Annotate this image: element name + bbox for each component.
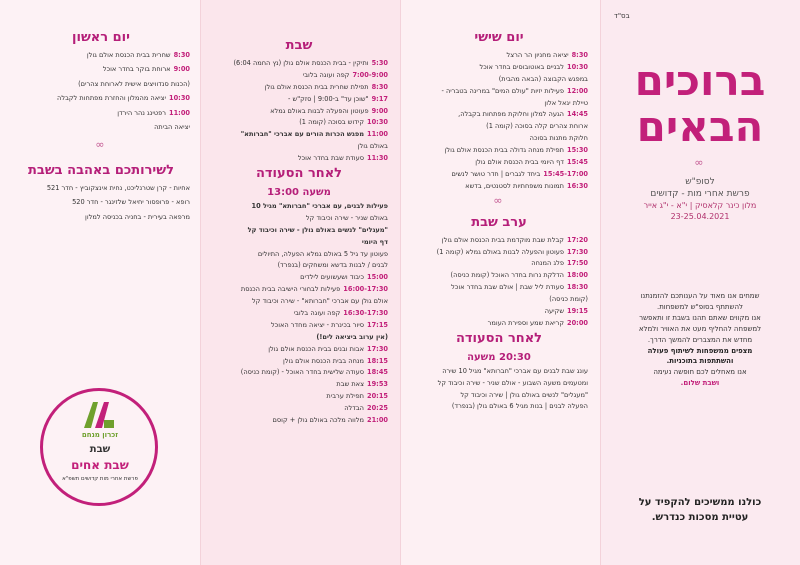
schedule-item (210, 345, 388, 355)
schedule-text: יציאה מהמלון והחזרת מפתחות לקבלה (57, 94, 166, 103)
schedule-item (12, 65, 190, 75)
welcome-line: אנו מקווים שאתם תהנו בשבת זו ותאפשר (639, 314, 761, 323)
schedule-text: שקיעה (544, 307, 564, 316)
welcome-line: שמחים אנו מאוד על הענותכם להזמנתנו (640, 292, 760, 301)
schedule-item (210, 226, 388, 236)
schedule-text: ביחד לגברים | חדר טושר לנשים (451, 169, 541, 178)
schedule-time: 9:00 (371, 106, 388, 115)
schedule-text: באולם שניר - שירה וכיבוד קל (305, 213, 388, 222)
shabbat-panel (200, 0, 400, 565)
schedule-item (410, 182, 588, 192)
schedule-time: 15:00 (367, 273, 388, 282)
schedule-time: 16:30-17:30 (343, 309, 388, 318)
schedule-text: לבנים / לבנות בדשא ומשחקים (בנפרד) (277, 261, 388, 270)
shabbat-schedule (210, 59, 388, 164)
schedule-text: הפעלה לבנים | בנות מגיל 6 באולם גולן (בנפרד) (451, 402, 588, 411)
closing-line: עטיית מסכות כנדרש. (651, 512, 749, 523)
flourish-icon: ∞ (694, 156, 706, 170)
schedule-text: הגעה למלון וחלוקת מפתחות בקבלה, (458, 110, 564, 119)
schedule-time: 18:15 (367, 356, 388, 365)
schedule-text: פעוטון והפעלה לבנות באולם גמלא (קומה 1) (436, 247, 564, 256)
schedule-text: קפה ועוגה בלובי (302, 70, 350, 79)
schedule-text: סעודה שלישית בחדר האוכל - (קומת כניסה) (240, 368, 364, 377)
schedule-text: "מעגלים" לנשים באולם גולן - שירה וכיבוד קל (247, 225, 388, 234)
friday-title: יום שישי (474, 30, 524, 45)
schedule-text: כיבוד ושעשועים לילדים (300, 273, 364, 282)
schedule-item (410, 51, 588, 61)
schedule-text: קבלת שבת מוקדמת בבית הכנסת אולם גולן (441, 235, 564, 244)
schedule-time: 11:00 (169, 108, 190, 117)
schedule-item (410, 236, 588, 246)
schedule-item (410, 170, 588, 180)
schedule-time: 19:15 (567, 307, 588, 316)
welcome-title-line1: ברוכים (634, 56, 766, 105)
welcome-line: אנו מאחלים לכם חופשה נעימה (653, 368, 747, 377)
schedule-text: חלוקת מתנות בסוכה (529, 134, 588, 143)
welcome-line: ושבת שלום. (680, 379, 720, 388)
schedule-item (410, 75, 588, 85)
logo-text-2: שבת אחים (71, 458, 129, 472)
logo-name: זכרון מנחם (81, 431, 119, 439)
schedule-item (210, 59, 388, 69)
logo-text-3: פרשת אחרי מות קדושים תשפ"א (62, 476, 138, 482)
schedule-text: "שוכן עד" ב-9:00 | סזק"ש - (288, 94, 369, 103)
schedule-text: קריאת שמע וספירת העומר (487, 318, 564, 327)
schedule-item (210, 95, 388, 105)
schedule-item (210, 71, 388, 81)
schedule-item (210, 309, 388, 319)
schedule-text: רפטינג נהר הירדן (117, 108, 166, 117)
schedule-time: 11:30 (367, 154, 388, 163)
schedule-time: 10:30 (367, 118, 388, 127)
schedule-time: 9:00 (173, 65, 190, 74)
schedule-item (210, 142, 388, 152)
schedule-item (410, 271, 588, 281)
schedule-item (410, 87, 588, 97)
schedule-item (410, 402, 588, 412)
welcome-title-line2: הבאים (636, 102, 764, 152)
welcome-line: מחדש את המצברים להמשך הדרך. (647, 335, 753, 344)
friday-panel (400, 0, 600, 565)
schedule-item (210, 368, 388, 378)
schedule-text: יציאה מחניון הר הרצל (506, 51, 569, 59)
schedule-item (410, 283, 588, 293)
sunday-title: יום ראשון (72, 30, 130, 45)
welcome-title (614, 58, 786, 150)
after-meal-title: לאחר הסעודה (255, 166, 343, 182)
schedule-item (410, 307, 588, 317)
flourish-icon: ∞ (493, 193, 505, 207)
schedule-text: סעודת ליל שבת | אולם שבת בחדר אוכל (451, 283, 564, 292)
after-meal-schedule (210, 202, 388, 426)
after-meal-schedule (410, 367, 588, 413)
schedule-time: 9:17 (371, 94, 388, 103)
schedule-item (210, 83, 388, 93)
schedule-text: פעוטון עד גיל 5 באולם גמלא הפעלה, התיולים (257, 249, 388, 258)
welcome-line: והשתתפות בתוכניות. (666, 357, 734, 366)
schedule-time: 20:15 (367, 392, 388, 401)
logo-mark-icon (84, 402, 114, 428)
schedule-time: 8:30 (571, 51, 588, 59)
schedule-text: מפגש הכרות הורים עם אברכי "חברותא" (240, 130, 364, 139)
schedule-text: (קומת כניסה) (549, 295, 588, 304)
schedule-item: מרפאה בעירית - בחניה בכניסה למלון (85, 212, 190, 221)
schedule-item (410, 379, 588, 389)
schedule-time: 14:45 (567, 110, 588, 119)
sunday-panel (0, 0, 200, 565)
schedule-text: סעודת שבת בחדר אוכל (297, 154, 364, 163)
erev-shabbat-title: ערב שבת (471, 214, 527, 230)
schedule-item (410, 295, 588, 305)
schedule-item (210, 392, 388, 402)
after-meal-title: לאחר הסעודה (455, 330, 543, 346)
schedule-item (410, 391, 588, 401)
schedule-text: קפה ועוגה בלובי (293, 309, 341, 318)
location-line: מלון כינר קלאסיק | י"א - י"ג אייר (643, 201, 757, 211)
schedule-text: טיילת יגאל אלון (544, 98, 588, 107)
schedule-time: 19:53 (367, 380, 388, 389)
logo (40, 388, 160, 538)
cover-panel (600, 0, 800, 565)
schedule-item (410, 63, 588, 73)
schedule-item (210, 238, 388, 248)
schedule-item (410, 367, 588, 377)
schedule-time: 5:30 (371, 59, 388, 67)
schedule-time: 7:00-9:00 (352, 70, 388, 79)
bsd-mark: בס"ד (614, 12, 630, 20)
schedule-time: 11:00 (367, 130, 388, 139)
subtitle-parasha: פרשת אחרי מות - קדושים (650, 189, 750, 200)
schedule-text: שחרית בבית הכנסת אולם גולן (86, 51, 171, 59)
schedule-item (410, 248, 588, 258)
schedule-text: ותיקין - בבית הכנסת אולם גולן (נץ החמה 6:04) (233, 59, 369, 67)
schedule-item (210, 130, 388, 140)
schedule-item (12, 51, 190, 61)
schedule-time: 18:00 (567, 271, 588, 280)
schedule-item (210, 154, 388, 164)
schedule-text: (אין ערוב ביציאה לים!) (316, 332, 388, 341)
schedule-text: פעילות יזיות "עולם המים" במרינה בטבריה - (441, 86, 564, 95)
schedule-time: 20:25 (367, 404, 388, 413)
schedule-item (410, 99, 588, 109)
service-list (12, 184, 190, 223)
schedule-item (12, 94, 190, 104)
schedule-text: "מעגלים" לנשים באולם גולן | שירה וכיבוד קל (460, 390, 588, 399)
schedule-item: רופא - פרופסור יחיאל שלזינגר - חדר 520 (72, 198, 190, 207)
welcome-line: להשתתף בסופ"ש למשפחות. (656, 303, 744, 312)
schedule-time: 15:45 (567, 158, 588, 167)
welcome-line: מצפים ממשפחות לשיתוף פעולה (647, 346, 753, 355)
schedule-time: 16:00-17:30 (343, 285, 388, 294)
schedule-text: ארוחת צהרים קלה בסוכה (קומה 1) (486, 122, 588, 131)
schedule-text: במפגש הקבוצה (הבאה מהבית) (498, 74, 588, 83)
schedule-time: 15:45-17:00 (543, 169, 588, 178)
schedule-text: (הכנות סנדוויצים אישית לארוחת צהרים) (78, 79, 190, 88)
schedule-text: תפילת מנחה גדולה בבית הכנסת אולם גולן (444, 146, 564, 155)
schedule-time: 17:15 (367, 320, 388, 329)
schedule-time: 17:20 (567, 235, 588, 244)
schedule-text: מלווה מלכה באולם גולן + קוסם (272, 416, 364, 425)
dates-line: 23-25.04.2021 (670, 212, 730, 222)
schedule-time: 12:00 (567, 86, 588, 95)
schedule-text: תפילת ערבית (326, 392, 364, 401)
schedule-item (210, 118, 388, 128)
schedule-item (410, 319, 588, 329)
schedule-item (210, 250, 388, 260)
schedule-time: 8:30 (173, 51, 190, 59)
sunday-schedule (12, 51, 190, 133)
closing-note (614, 495, 786, 525)
schedule-item (210, 380, 388, 390)
schedule-text: עונג שבת לבנים עם אברכי "חברותא" מגיל 10 שירה (442, 366, 588, 375)
subtitle-weekend: לסופ"ש (685, 177, 715, 188)
schedule-item (12, 80, 190, 90)
schedule-time: 17:30 (567, 247, 588, 256)
schedule-text: סיור בכינרת - יציאה מחדר האוכל (270, 320, 364, 329)
schedule-text: דף היומי בבית הכנסת אולם גולן (475, 158, 564, 167)
after-meal-time: משעה 13:00 (267, 187, 331, 199)
welcome-line: למשפחה להחליף מעט את האוויר ולמלא (638, 324, 762, 333)
schedule-item (12, 123, 190, 133)
schedule-item (210, 107, 388, 117)
schedule-item (210, 273, 388, 283)
schedule-text: יציאה הביתה (154, 123, 190, 132)
schedule-text: צאת שבת (336, 380, 364, 389)
schedule-item (210, 357, 388, 367)
schedule-item (12, 109, 190, 119)
schedule-time: 18:30 (567, 283, 588, 292)
schedule-item (210, 297, 388, 307)
schedule-text: ומטעמים משעה השבוע - אולם שניר - שירה וכיבוד קל (437, 378, 588, 387)
schedule-text: ארוחת בוקר בחדר אוכל (102, 65, 171, 74)
schedule-text: דף היומי (361, 237, 388, 246)
schedule-item (410, 134, 588, 144)
schedule-text: פעוטון והפעלה לבנות באולם גמלא (270, 106, 369, 115)
schedule-text: הדלקת נרות בחדר האוכל (קומת כניסה) (450, 271, 564, 280)
schedule-time: 20:00 (567, 318, 588, 327)
logo-text-1: שבת (89, 444, 111, 455)
schedule-text: אבות ובנים בבית הכנסת אולם גולן (268, 344, 364, 353)
schedule-item (410, 122, 588, 132)
schedule-item (410, 146, 588, 156)
schedule-item (410, 110, 588, 120)
schedule-item (210, 214, 388, 224)
schedule-time: 17:30 (367, 344, 388, 353)
schedule-item (410, 158, 588, 168)
schedule-item (210, 404, 388, 414)
schedule-text: הבדלה (344, 404, 364, 413)
schedule-text: תפילת שחרית בבית הכנסת אולם גולן (264, 82, 369, 91)
after-meal-time: 20:30 משעה (467, 351, 531, 363)
schedule-item (210, 285, 388, 295)
schedule-item (410, 259, 588, 269)
welcome-text (614, 291, 786, 389)
schedule-time: 17:50 (567, 259, 588, 268)
schedule-time: 10:30 (567, 62, 588, 71)
schedule-text: באולם גולן (357, 142, 388, 151)
flourish-icon: ∞ (95, 137, 107, 151)
schedule-time: 8:30 (371, 82, 388, 91)
schedule-text: תמונות משפחתיות לסטנטים, בדשא (465, 181, 564, 190)
schedule-text: לבניים באוטובוסים בחדר אוכל (479, 62, 564, 71)
schedule-text: מנחה בבית הכנסת אולם גולן (283, 356, 364, 365)
schedule-item (210, 261, 388, 271)
closing-line: כולנו ממשיכים להקפיד על (638, 497, 762, 508)
schedule-text: פעילות לבנים, עם אברכי "חברותא" מגיל 10 (251, 202, 388, 211)
schedule-time: 16:30 (567, 181, 588, 190)
friday-schedule (410, 51, 588, 192)
schedule-item (210, 202, 388, 212)
schedule-time: 18:45 (367, 368, 388, 377)
schedule-text: פעילות לבחורי הישיבה בבית הכנסת (240, 285, 341, 294)
schedule-text: פלג המנחה (531, 259, 564, 268)
schedule-item (210, 416, 388, 426)
service-title: לשירותכם באהבה בשבת (28, 162, 174, 178)
schedule-time: 21:00 (367, 416, 388, 425)
schedule-time: 15:30 (567, 146, 588, 155)
schedule-text: אולם גולן עם אברכי "חברותא" - שירה וכיבוד קל (252, 297, 388, 306)
shabbat-title: שבת (285, 38, 313, 53)
schedule-time: 10:30 (169, 94, 190, 103)
schedule-item: אחיות - קרן שטרנליכט, נחית אינצקוביץ - חדר 521 (46, 183, 190, 192)
erev-shabbat-schedule (410, 236, 588, 329)
schedule-text: קידוש בסוכה (קומה 1) (299, 118, 364, 127)
schedule-item (210, 321, 388, 331)
schedule-item (210, 333, 388, 343)
